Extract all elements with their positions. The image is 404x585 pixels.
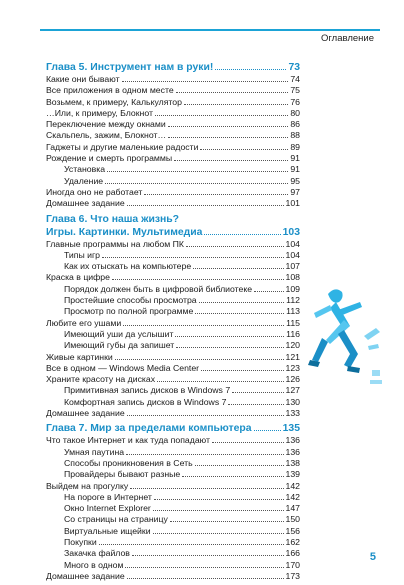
toc-title: Выйдем на прогулку	[46, 480, 129, 491]
toc-subentry[interactable]	[46, 458, 300, 469]
toc-page: 80	[290, 107, 300, 118]
page-number: 5	[369, 551, 376, 563]
toc-leader	[130, 488, 283, 489]
toc-entry[interactable]	[46, 352, 300, 363]
toc-page: 162	[285, 536, 300, 547]
toc-leader	[123, 325, 284, 326]
toc-page: 91	[290, 153, 300, 164]
toc-subentry[interactable]	[46, 306, 300, 317]
toc-title: Все приложения в одном месте	[46, 85, 174, 96]
toc-leader	[182, 476, 283, 477]
toc-subentry[interactable]	[46, 469, 300, 480]
toc-title: Гаджеты и другие маленькие радости	[46, 141, 199, 152]
toc-leader	[153, 510, 284, 511]
toc-title: Умная паутина	[64, 446, 125, 457]
toc-subentry[interactable]	[46, 164, 300, 175]
toc-entry[interactable]	[46, 74, 300, 85]
toc-page: 112	[286, 295, 300, 306]
toc-subentry[interactable]	[46, 492, 300, 503]
toc-entry[interactable]	[46, 187, 300, 198]
toc-leader	[168, 137, 288, 138]
toc-title: Имеющий губы да запишет	[64, 340, 175, 351]
toc-title: Переключение между окнами	[46, 119, 166, 130]
toc-page: 135	[282, 423, 300, 435]
toc-title: Способы проникновения в Сеть	[64, 457, 193, 468]
toc-title: Как их отыскать на компьютере	[64, 261, 192, 272]
toc-page: 123	[285, 362, 300, 373]
toc-leader	[168, 126, 289, 127]
toc-title: Иногда оно не работает	[46, 186, 143, 197]
toc-title: Главные программы на любом ПК	[46, 238, 184, 249]
toc-subentry[interactable]	[46, 537, 300, 548]
toc-title: Любите его ушами	[46, 317, 122, 328]
toc-leader	[174, 160, 288, 161]
toc-title: Возьмем, к примеру, Калькулятор	[46, 96, 182, 107]
toc-leader	[154, 499, 284, 500]
toc-entry[interactable]	[46, 374, 300, 385]
toc-title: Домашнее задание	[46, 408, 125, 419]
running-header: Оглавление	[321, 33, 374, 44]
toc-title: Окно Internet Explorer	[64, 503, 151, 514]
toc-chapter[interactable]	[46, 422, 300, 435]
toc-title: Простейшие способы просмотра	[64, 295, 197, 306]
toc-leader	[102, 257, 284, 258]
toc-page: 133	[285, 408, 300, 419]
toc-page: 115	[286, 317, 300, 328]
toc-page: 166	[285, 548, 300, 559]
toc-leader	[199, 302, 285, 303]
toc-leader	[175, 336, 284, 337]
toc-subentry[interactable]	[46, 526, 300, 537]
toc-leader	[155, 115, 288, 116]
toc-subentry[interactable]	[46, 261, 300, 272]
toc-title: Рождение и смерть программы	[46, 153, 173, 164]
toc-leader	[127, 415, 284, 416]
toc-subentry[interactable]	[46, 514, 300, 525]
toc-leader	[107, 171, 288, 172]
toc-entry[interactable]	[46, 153, 300, 164]
toc-page: 120	[285, 340, 300, 351]
header-rule	[40, 29, 380, 31]
toc-page: 173	[285, 570, 300, 581]
toc-page: 113	[286, 306, 300, 317]
toc-entry[interactable]	[46, 97, 300, 108]
toc-subentry[interactable]	[46, 397, 300, 408]
toc-subentry[interactable]	[46, 447, 300, 458]
toc-subentry[interactable]	[46, 250, 300, 261]
toc-leader	[115, 359, 284, 360]
toc-leader	[125, 567, 283, 568]
toc-leader	[176, 347, 283, 348]
toc-leader	[228, 404, 283, 405]
toc-leader	[176, 92, 289, 93]
toc-page: 116	[286, 328, 300, 339]
toc-title: Покупки	[64, 536, 97, 547]
running-man-illustration	[306, 276, 384, 388]
toc-leader	[193, 268, 283, 269]
toc-leader	[126, 454, 283, 455]
toc-page: 136	[285, 446, 300, 457]
toc-title: Краска в цифре	[46, 272, 110, 283]
toc-title: Удаление	[64, 175, 104, 186]
toc-page: 76	[290, 96, 300, 107]
toc-page: 101	[285, 198, 300, 209]
toc-leader	[127, 578, 284, 579]
toc-page: 150	[285, 514, 300, 525]
toc-page: 86	[290, 119, 300, 130]
toc-entry[interactable]	[46, 435, 300, 446]
toc-title: Много в одном	[64, 559, 124, 570]
toc-title: Глава 7. Мир за пределами компьютера	[46, 423, 252, 435]
toc-leader	[99, 544, 284, 545]
toc-leader	[201, 370, 283, 371]
toc-subentry[interactable]	[46, 284, 300, 295]
toc-page: 142	[285, 480, 300, 491]
toc-title: Порядок должен быть в цифровой библиотеке	[64, 283, 253, 294]
toc-page: 103	[282, 226, 300, 238]
toc-leader	[132, 555, 284, 556]
toc-page: 74	[290, 74, 300, 84]
toc-page: 130	[285, 396, 300, 407]
toc-leader	[254, 291, 283, 292]
toc-entry[interactable]	[46, 85, 300, 96]
toc-entry[interactable]	[46, 272, 300, 283]
toc-leader	[127, 205, 284, 206]
toc-leader	[105, 183, 288, 184]
toc-title: Примитивная запись дисков в Windows 7	[64, 385, 231, 396]
toc-page: 73	[288, 62, 300, 73]
toc-entry[interactable]	[46, 108, 300, 119]
toc-entry[interactable]	[46, 571, 300, 582]
toc-title: Глава 5. Инструмент нам в руки!	[46, 62, 214, 73]
toc-page: 126	[285, 374, 300, 385]
toc-page: 121	[285, 351, 300, 362]
toc-leader	[200, 149, 288, 150]
toc-title: Имеющий уши да услышит	[64, 328, 174, 339]
toc-leader	[144, 194, 288, 195]
toc-subentry[interactable]	[46, 295, 300, 306]
toc-title: Все в одном — Windows Media Center	[46, 362, 200, 373]
toc-title: Установка	[64, 164, 106, 175]
toc-title: Что такое Интернет и как туда попадают	[46, 435, 210, 446]
toc-leader	[212, 442, 284, 443]
toc-page: 108	[285, 272, 300, 283]
table-of-contents	[46, 58, 300, 582]
toc-leader	[157, 381, 283, 382]
toc-entry[interactable]	[46, 363, 300, 374]
toc-entry[interactable]	[46, 481, 300, 492]
toc-entry[interactable]	[46, 130, 300, 141]
toc-page: 107	[285, 261, 300, 272]
toc-subentry[interactable]	[46, 548, 300, 559]
toc-page: 136	[285, 435, 300, 446]
toc-leader	[170, 521, 284, 522]
toc-leader	[186, 246, 284, 247]
toc-title: Домашнее задание	[46, 198, 125, 209]
toc-title: Домашнее задание	[46, 570, 125, 581]
toc-title: Типы игр	[64, 249, 100, 260]
toc-title: Просмотр по полной программе	[64, 306, 194, 317]
toc-leader	[195, 313, 284, 314]
toc-page: 91	[290, 164, 300, 175]
toc-page: 104	[285, 249, 300, 260]
toc-page: 139	[285, 469, 300, 480]
toc-page: 95	[290, 175, 300, 186]
toc-leader	[122, 81, 289, 82]
toc-page: 142	[285, 491, 300, 502]
toc-title: Храните красоту на дисках	[46, 374, 156, 385]
toc-leader	[153, 533, 284, 534]
toc-subentry[interactable]	[46, 385, 300, 396]
toc-entry[interactable]	[46, 318, 300, 329]
toc-title: Игры. Картинки. Мультимедиа	[46, 226, 203, 238]
toc-subentry[interactable]	[46, 329, 300, 340]
toc-entry[interactable]	[46, 408, 300, 419]
toc-entry[interactable]	[46, 119, 300, 130]
toc-entry[interactable]	[46, 198, 300, 209]
toc-subentry[interactable]	[46, 340, 300, 351]
toc-chapter-title: Глава 6. Что наша жизнь?	[46, 213, 180, 225]
toc-page: 138	[285, 457, 300, 468]
toc-leader	[195, 465, 284, 466]
toc-entry[interactable]	[46, 239, 300, 250]
toc-entry[interactable]	[46, 142, 300, 153]
toc-page: 127	[285, 385, 300, 396]
toc-title: Какие они бывают	[46, 74, 120, 84]
toc-title: Скальпель, зажим, Блокнот…	[46, 130, 167, 141]
toc-page: 88	[290, 130, 300, 141]
toc-page: 89	[290, 141, 300, 152]
toc-title: На пороге в Интернет	[64, 491, 152, 502]
toc-page: 75	[290, 85, 300, 96]
toc-leader	[215, 69, 286, 70]
toc-title: Со страницы на страницу	[64, 514, 168, 525]
toc-page: 156	[285, 525, 300, 536]
toc-title: Комфортная запись дисков в Windows 7	[64, 396, 227, 407]
toc-leader	[112, 279, 284, 280]
toc-page: 104	[285, 238, 300, 249]
toc-title: Виртуальные ищейки	[64, 525, 151, 536]
toc-title: Закачка файлов	[64, 548, 130, 559]
toc-page: 147	[285, 503, 300, 514]
toc-subentry[interactable]	[46, 176, 300, 187]
toc-leader	[204, 234, 280, 235]
toc-leader	[254, 430, 281, 431]
toc-chapter[interactable]	[46, 61, 300, 74]
toc-subentry[interactable]	[46, 503, 300, 514]
toc-chapter[interactable]	[46, 226, 300, 239]
toc-title: Живые картинки	[46, 351, 113, 362]
toc-subentry[interactable]	[46, 560, 300, 571]
toc-page: 97	[290, 186, 300, 197]
toc-page: 109	[285, 283, 300, 294]
toc-leader	[232, 392, 283, 393]
toc-leader	[184, 104, 288, 105]
toc-title: …Или, к примеру, Блокнот	[46, 107, 153, 118]
toc-page: 170	[285, 559, 300, 570]
toc-title: Провайдеры бывают разные	[64, 469, 181, 480]
